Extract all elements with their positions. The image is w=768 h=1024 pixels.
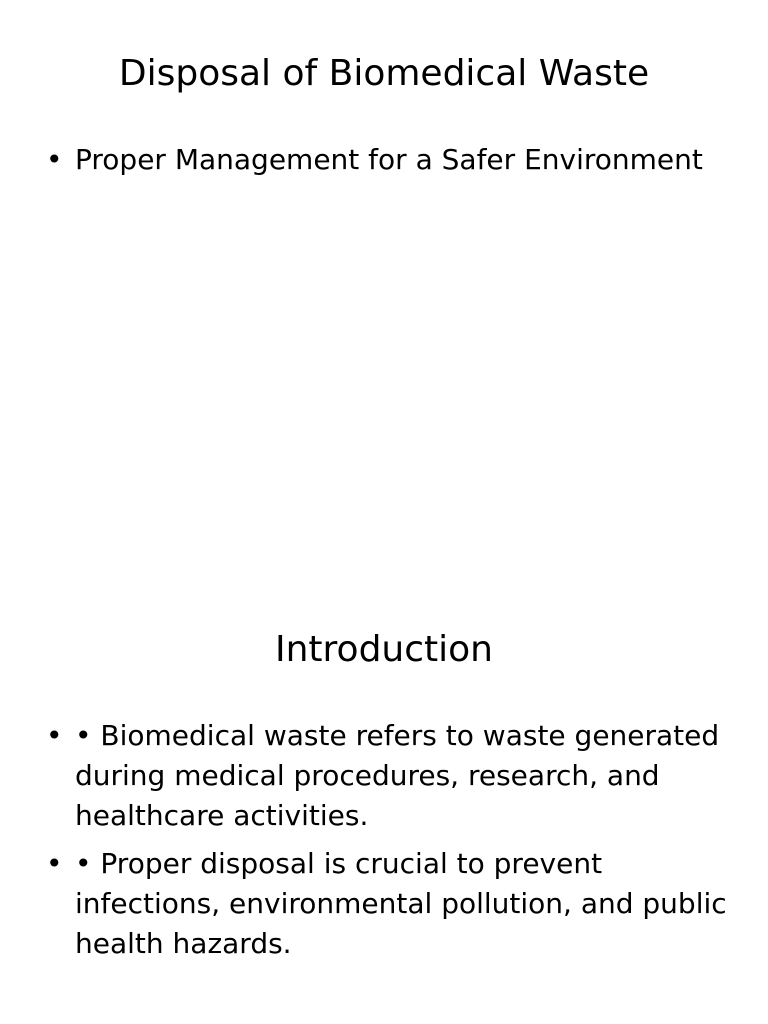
slide-title: Disposal of Biomedical Waste — [118, 53, 650, 94]
bullet-icon: • — [46, 847, 63, 880]
bullet-item — [46, 140, 736, 180]
bullet-text: Proper Management for a Safer Environment — [75, 143, 703, 176]
bullet-item — [46, 716, 736, 836]
bullet-text: • Proper disposal is crucial to prevent infections, environmental pollution, and public health hazards. — [75, 847, 727, 960]
bullet-icon: • — [46, 143, 63, 176]
bullet-list — [46, 140, 736, 188]
bullet-item — [46, 844, 736, 964]
slide-2 — [0, 576, 768, 1024]
bullet-icon: • — [46, 719, 63, 752]
bullet-text: • Biomedical waste refers to waste generated during medical procedures, research, and healthcare activities. — [75, 719, 720, 832]
bullet-list — [46, 716, 736, 972]
slide-title: Introduction — [274, 629, 493, 670]
